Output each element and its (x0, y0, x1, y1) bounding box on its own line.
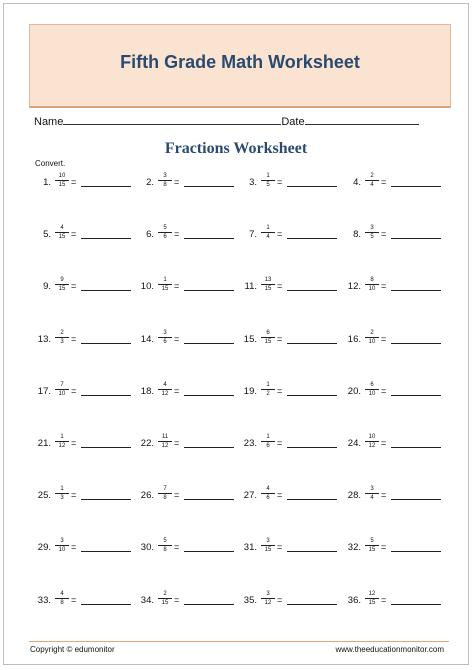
equals-sign: = (174, 281, 180, 292)
numerator: 7 (158, 485, 172, 494)
problem-item (237, 223, 340, 247)
numerator: 10 (365, 433, 379, 442)
answer-blank[interactable] (81, 499, 131, 500)
denominator: 2 (266, 390, 270, 397)
problem-item (341, 432, 444, 456)
fraction (365, 276, 379, 293)
answer-blank[interactable] (184, 343, 234, 344)
numerator: 10 (55, 172, 69, 181)
fraction (365, 172, 379, 189)
numerator: 3 (55, 537, 69, 546)
copyright-text: Copyright © edumonitor (30, 645, 115, 654)
problem-number: 22. (140, 438, 154, 449)
denominator: 6 (163, 338, 167, 345)
denominator: 10 (368, 286, 376, 293)
answer-blank[interactable] (287, 238, 337, 239)
equals-sign: = (71, 229, 77, 240)
problem-number: 9. (43, 281, 51, 293)
answer-blank[interactable] (184, 395, 234, 396)
numerator: 12 (365, 590, 379, 599)
denominator: 8 (163, 547, 167, 554)
fraction (365, 433, 379, 450)
instructions: Convert. (35, 159, 66, 168)
fraction (365, 381, 379, 398)
answer-blank[interactable] (287, 395, 337, 396)
denominator: 15 (58, 286, 66, 293)
denominator: 10 (368, 390, 376, 397)
equals-sign: = (277, 438, 283, 448)
problem-item (134, 484, 237, 508)
equals-sign: = (277, 229, 283, 240)
problem-number: 26. (140, 490, 154, 502)
problem-number: 28. (347, 490, 361, 502)
problem-grid (31, 171, 451, 606)
problem-number: 10. (140, 281, 154, 293)
numerator: 6 (261, 329, 275, 338)
problem-item (237, 275, 340, 299)
fraction (158, 537, 172, 554)
problem-item (341, 484, 444, 508)
numerator: 1 (261, 224, 275, 233)
denominator: 15 (161, 599, 169, 606)
answer-blank[interactable] (81, 343, 131, 344)
worksheet-page (3, 3, 469, 665)
answer-blank[interactable] (184, 447, 234, 448)
problem-number: 20. (347, 385, 361, 397)
problem-number: 21. (37, 438, 51, 449)
answer-blank[interactable] (184, 238, 234, 239)
numerator: 13 (261, 276, 275, 285)
answer-blank[interactable] (391, 604, 441, 605)
fraction (55, 329, 69, 346)
equals-sign: = (71, 281, 77, 292)
answer-blank[interactable] (287, 604, 337, 605)
equals-sign: = (277, 385, 283, 396)
problem-number: 34. (140, 594, 154, 606)
problem-number: 24. (347, 438, 361, 449)
equals-sign: = (277, 594, 283, 605)
numerator: 2 (55, 329, 69, 338)
answer-blank[interactable] (391, 499, 441, 500)
denominator: 4 (266, 234, 270, 241)
problem-item (341, 171, 444, 195)
numerator: 1 (55, 485, 69, 494)
fraction (158, 224, 172, 241)
answer-blank[interactable] (184, 604, 234, 605)
numerator: 3 (365, 485, 379, 494)
problem-item (134, 432, 237, 456)
problem-number: 32. (347, 542, 361, 554)
problem-number: 25. (37, 490, 51, 502)
numerator: 1 (261, 381, 275, 390)
numerator: 4 (55, 590, 69, 599)
name-label: Name (34, 116, 64, 128)
equals-sign: = (174, 229, 180, 240)
denominator: 15 (161, 286, 169, 293)
equals-sign: = (174, 542, 180, 553)
numerator: 6 (365, 381, 379, 390)
answer-blank[interactable] (184, 551, 234, 552)
equals-sign: = (277, 333, 283, 344)
equals-sign: = (174, 333, 180, 344)
website-link[interactable]: www.theeducationmonitor.com (335, 645, 444, 654)
equals-sign: = (381, 490, 387, 501)
numerator: 5 (158, 224, 172, 233)
problem-item (134, 223, 237, 247)
denominator: 12 (161, 390, 169, 397)
answer-blank[interactable] (184, 186, 234, 187)
denominator: 3 (60, 338, 64, 345)
fraction (365, 537, 379, 554)
numerator: 1 (158, 276, 172, 285)
date-field[interactable] (305, 114, 419, 125)
problem-number: 13. (37, 333, 51, 345)
name-date-row (34, 114, 419, 128)
fraction (365, 224, 379, 241)
problem-item (31, 380, 134, 404)
denominator: 8 (163, 182, 167, 188)
problem-number: 30. (140, 542, 154, 554)
fraction (158, 590, 172, 607)
fraction (158, 433, 172, 450)
equals-sign: = (381, 438, 387, 448)
numerator: 11 (158, 433, 172, 442)
denominator: 10 (58, 547, 66, 554)
fraction (158, 485, 172, 502)
problem-item (31, 536, 134, 560)
equals-sign: = (381, 542, 387, 553)
equals-sign: = (381, 177, 387, 187)
problem-number: 23. (243, 438, 257, 449)
answer-blank[interactable] (287, 499, 337, 500)
numerator: 3 (365, 224, 379, 233)
denominator: 12 (264, 599, 272, 606)
denominator: 12 (58, 443, 66, 449)
numerator: 4 (158, 381, 172, 390)
numerator: 4 (261, 485, 275, 494)
name-field[interactable] (63, 114, 281, 125)
fraction (261, 329, 275, 346)
answer-blank[interactable] (391, 447, 441, 448)
problem-number: 36. (347, 594, 361, 606)
numerator: 7 (55, 381, 69, 390)
denominator: 15 (264, 338, 272, 345)
answer-blank[interactable] (287, 551, 337, 552)
equals-sign: = (277, 177, 283, 187)
problem-item (341, 589, 444, 613)
fraction (55, 381, 69, 398)
numerator: 5 (365, 537, 379, 546)
problem-item (237, 432, 340, 456)
problem-number: 16. (347, 333, 361, 345)
equals-sign: = (381, 333, 387, 344)
problem-item (341, 380, 444, 404)
answer-blank[interactable] (184, 290, 234, 291)
denominator: 4 (370, 495, 374, 502)
answer-blank[interactable] (391, 343, 441, 344)
numerator: 1 (55, 433, 69, 442)
problem-item (134, 589, 237, 613)
problem-item (31, 432, 134, 456)
numerator: 3 (261, 590, 275, 599)
numerator: 4 (55, 224, 69, 233)
equals-sign: = (71, 385, 77, 396)
denominator: 8 (60, 599, 64, 606)
fraction (261, 590, 275, 607)
fraction (158, 381, 172, 398)
answer-blank[interactable] (81, 238, 131, 239)
equals-sign: = (174, 490, 180, 501)
denominator: 15 (368, 599, 376, 606)
problem-item (31, 484, 134, 508)
fraction (55, 172, 69, 189)
problem-item (134, 328, 237, 352)
problem-item (237, 171, 340, 195)
numerator: 9 (55, 276, 69, 285)
numerator: 2 (158, 590, 172, 599)
problem-item (237, 328, 340, 352)
problem-number: 7. (249, 229, 257, 241)
equals-sign: = (71, 490, 77, 501)
problem-number: 29. (37, 542, 51, 554)
problem-item (134, 380, 237, 404)
numerator: 2 (365, 329, 379, 338)
problem-item (237, 380, 340, 404)
problem-number: 6. (146, 229, 154, 241)
date-label: Date (281, 116, 305, 128)
answer-blank[interactable] (81, 186, 131, 187)
fraction (261, 433, 275, 450)
header-banner (29, 24, 451, 108)
answer-blank[interactable] (391, 290, 441, 291)
answer-blank[interactable] (391, 551, 441, 552)
denominator: 6 (163, 234, 167, 241)
equals-sign: = (277, 281, 283, 292)
answer-blank[interactable] (81, 447, 131, 448)
problem-item (341, 223, 444, 247)
numerator: 3 (158, 329, 172, 338)
equals-sign: = (71, 177, 77, 187)
problem-item (341, 536, 444, 560)
denominator: 12 (368, 443, 376, 449)
answer-blank[interactable] (287, 447, 337, 448)
denominator: 4 (370, 182, 374, 188)
denominator: 5 (370, 234, 374, 241)
problem-item (237, 589, 340, 613)
problem-number: 14. (140, 333, 154, 345)
equals-sign: = (381, 594, 387, 605)
equals-sign: = (381, 229, 387, 240)
answer-blank[interactable] (287, 186, 337, 187)
answer-blank[interactable] (81, 290, 131, 291)
denominator: 8 (163, 495, 167, 502)
problem-number: 8. (353, 229, 361, 241)
equals-sign: = (381, 281, 387, 292)
denominator: 6 (266, 495, 270, 502)
numerator: 3 (261, 537, 275, 546)
denominator: 15 (264, 547, 272, 554)
problem-number: 11. (244, 281, 257, 293)
fraction (261, 537, 275, 554)
answer-blank[interactable] (81, 395, 131, 396)
fraction (261, 172, 275, 189)
denominator: 15 (58, 182, 66, 188)
numerator: 1 (261, 433, 275, 442)
problem-number: 27. (243, 490, 257, 502)
problem-number: 19. (243, 385, 257, 397)
numerator: 3 (158, 172, 172, 181)
problem-number: 4. (353, 177, 361, 188)
problem-item (31, 328, 134, 352)
fraction (365, 329, 379, 346)
problem-number: 31. (243, 542, 257, 554)
problem-item (237, 536, 340, 560)
problem-number: 18. (140, 385, 154, 397)
answer-blank[interactable] (184, 499, 234, 500)
equals-sign: = (71, 594, 77, 605)
equals-sign: = (174, 177, 180, 187)
problem-item (31, 223, 134, 247)
numerator: 5 (158, 537, 172, 546)
fraction (365, 590, 379, 607)
denominator: 15 (58, 234, 66, 241)
answer-blank[interactable] (287, 290, 337, 291)
problem-number: 1. (43, 177, 51, 188)
fraction (261, 224, 275, 241)
equals-sign: = (174, 385, 180, 396)
problem-item (341, 275, 444, 299)
answer-blank[interactable] (81, 551, 131, 552)
denominator: 12 (161, 443, 169, 449)
problem-item (134, 171, 237, 195)
numerator: 1 (261, 172, 275, 181)
problem-item (31, 171, 134, 195)
problem-item (341, 328, 444, 352)
fraction (365, 485, 379, 502)
fraction (261, 485, 275, 502)
problem-number: 2. (146, 177, 154, 188)
answer-blank[interactable] (287, 343, 337, 344)
section-title: Fractions Worksheet (164, 140, 308, 157)
problem-item (134, 275, 237, 299)
equals-sign: = (71, 542, 77, 553)
fraction (55, 276, 69, 293)
problem-number: 33. (37, 594, 51, 606)
denominator: 3 (60, 495, 64, 502)
fraction (55, 590, 69, 607)
equals-sign: = (277, 542, 283, 553)
problem-number: 3. (249, 177, 257, 188)
equals-sign: = (277, 490, 283, 501)
denominator: 15 (368, 547, 376, 554)
fraction (158, 329, 172, 346)
fraction (261, 381, 275, 398)
problem-number: 15. (243, 333, 257, 345)
worksheet-title: Fifth Grade Math Worksheet (120, 52, 360, 72)
answer-blank[interactable] (391, 238, 441, 239)
footer-divider (29, 641, 449, 642)
fraction (55, 433, 69, 450)
equals-sign: = (381, 385, 387, 396)
fraction (55, 537, 69, 554)
fraction (158, 276, 172, 293)
fraction (158, 172, 172, 189)
equals-sign: = (71, 438, 77, 448)
answer-blank[interactable] (391, 186, 441, 187)
problem-item (134, 536, 237, 560)
denominator: 10 (58, 390, 66, 397)
answer-blank[interactable] (81, 604, 131, 605)
equals-sign: = (174, 594, 180, 605)
problem-number: 17. (37, 385, 51, 397)
fraction (261, 276, 275, 293)
denominator: 5 (266, 182, 270, 188)
numerator: 8 (365, 276, 379, 285)
problem-item (31, 275, 134, 299)
fraction (55, 224, 69, 241)
problem-item (237, 484, 340, 508)
problem-number: 5. (43, 229, 51, 241)
problem-number: 12. (347, 281, 361, 293)
denominator: 15 (264, 286, 272, 293)
numerator: 2 (365, 172, 379, 181)
answer-blank[interactable] (391, 395, 441, 396)
equals-sign: = (71, 333, 77, 344)
problem-number: 35. (243, 594, 257, 606)
denominator: 6 (266, 443, 270, 449)
denominator: 10 (368, 338, 376, 345)
problem-item (31, 589, 134, 613)
equals-sign: = (174, 438, 180, 448)
fraction (55, 485, 69, 502)
